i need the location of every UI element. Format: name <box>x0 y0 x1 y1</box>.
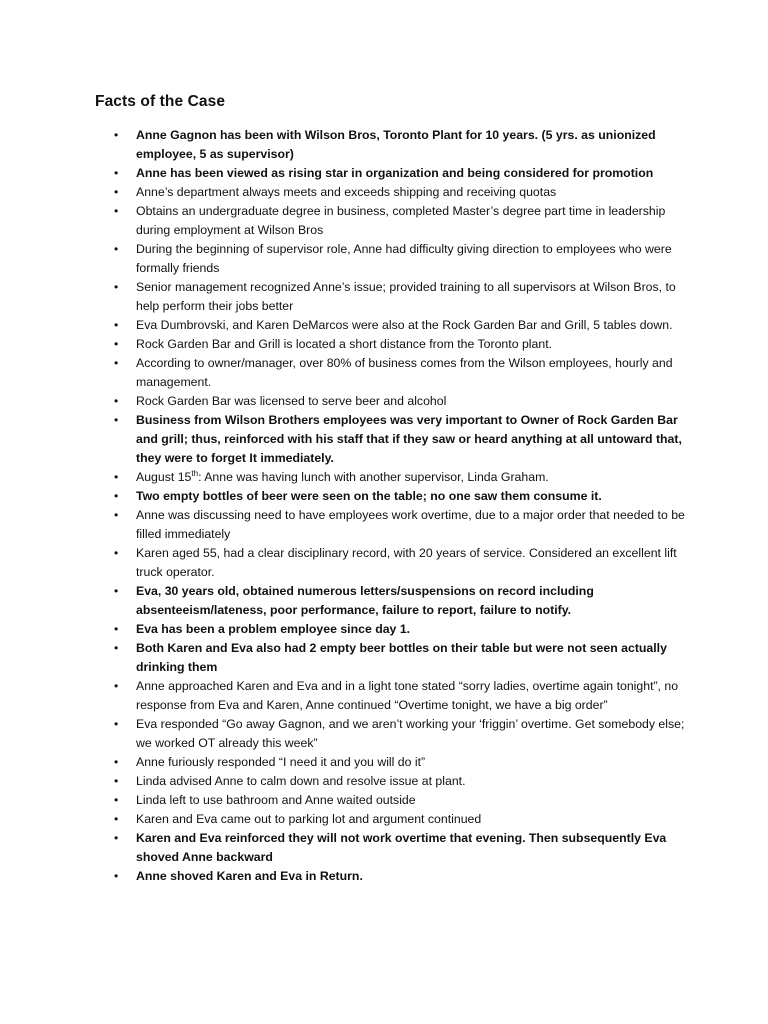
bullet-icon: • <box>114 793 119 807</box>
bullet-icon: • <box>114 166 119 180</box>
list-item-text: Both Karen and Eva also had 2 empty beer bottles on their table but were not seen actually drinking them <box>136 641 667 674</box>
list-item-text: Anne Gagnon has been with Wilson Bros, Toronto Plant for 10 years. (5 yrs. as unionized employee, 5 as supervisor) <box>136 128 656 161</box>
ordinal-suffix: th <box>191 468 199 478</box>
list-item <box>0 772 768 791</box>
list-item-text: Anne was discussing need to have employees work overtime, due to a major order that needed to be filled immediately <box>136 508 685 541</box>
facts-list <box>0 126 768 886</box>
list-item <box>0 468 768 487</box>
bullet-icon: • <box>114 546 119 560</box>
bullet-icon: • <box>114 812 119 826</box>
list-item-text: Two empty bottles of beer were seen on the table; no one saw them consume it. <box>136 489 602 503</box>
list-item-text: Anne shoved Karen and Eva in Return. <box>136 869 363 883</box>
bullet-icon: • <box>114 717 119 731</box>
list-item-text: Senior management recognized Anne’s issue; provided training to all supervisors at Wilson Bros, to help perform their jobs better <box>136 280 676 313</box>
bullet-icon: • <box>114 337 119 351</box>
list-item-text: Eva, 30 years old, obtained numerous letters/suspensions on record including absenteeism/lateness, poor performance, failure to report, failure to notify. <box>136 584 594 617</box>
list-item-text: Rock Garden Bar was licensed to serve beer and alcohol <box>136 394 447 408</box>
list-item <box>0 715 768 753</box>
list-item <box>0 392 768 411</box>
list-item <box>0 335 768 354</box>
bullet-icon: • <box>114 470 119 484</box>
list-item <box>0 316 768 335</box>
bullet-icon: • <box>114 204 119 218</box>
bullet-icon: • <box>114 755 119 769</box>
bullet-icon: • <box>114 242 119 256</box>
list-item <box>0 753 768 772</box>
list-item-text: Anne approached Karen and Eva and in a light tone stated “sorry ladies, overtime again tonight”, no response from Eva and Karen, Anne continued “Overtime tonight, we have a big order” <box>136 679 679 712</box>
list-item-text: Linda advised Anne to calm down and resolve issue at plant. <box>136 774 466 788</box>
bullet-icon: • <box>114 774 119 788</box>
list-item <box>0 506 768 544</box>
list-item <box>0 829 768 867</box>
list-item <box>0 240 768 278</box>
bullet-icon: • <box>114 831 119 845</box>
bullet-icon: • <box>114 869 119 883</box>
bullet-icon: • <box>114 318 119 332</box>
list-item-text: Business from Wilson Brothers employees was very important to Owner of Rock Garden Bar and grill; thus, reinforced with his staff that if they saw or heard anything at all untoward that, they were to forget It immediately. <box>136 413 682 465</box>
list-item <box>0 487 768 506</box>
list-item-text: Rock Garden Bar and Grill is located a short distance from the Toronto plant. <box>136 337 553 351</box>
list-item <box>0 677 768 715</box>
list-item <box>0 126 768 164</box>
list-item-text: Karen aged 55, had a clear disciplinary record, with 20 years of service. Considered an excellent lift truck operator. <box>136 546 677 579</box>
bullet-icon: • <box>114 280 119 294</box>
bullet-icon: • <box>114 394 119 408</box>
list-item-text: During the beginning of supervisor role, Anne had difficulty giving direction to employees who were formally friends <box>136 242 672 275</box>
list-item <box>0 582 768 620</box>
bullet-icon: • <box>114 185 119 199</box>
list-item <box>0 278 768 316</box>
bullet-icon: • <box>114 508 119 522</box>
list-item-text: Eva responded “Go away Gagnon, and we aren’t working your ‘friggin’ overtime. Get somebody else; we worked OT already this week” <box>136 717 685 750</box>
bullet-icon: • <box>114 584 119 598</box>
bullet-icon: • <box>114 128 119 142</box>
bullet-icon: • <box>114 622 119 636</box>
list-item <box>0 810 768 829</box>
list-item-text: : Anne was having lunch with another supervisor, Linda Graham. <box>198 470 549 484</box>
list-item-text: Karen and Eva came out to parking lot and argument continued <box>136 812 482 826</box>
list-item <box>0 164 768 183</box>
bullet-icon: • <box>114 679 119 693</box>
list-item <box>0 411 768 468</box>
page-title: Facts of the Case <box>95 93 226 110</box>
bullet-icon: • <box>114 413 119 427</box>
list-item-text: Karen and Eva reinforced they will not work overtime that evening. Then subsequently Eva shoved Anne backward <box>136 831 667 864</box>
list-item-text: Anne’s department always meets and exceeds shipping and receiving quotas <box>136 185 557 199</box>
list-item <box>0 202 768 240</box>
list-item <box>0 354 768 392</box>
bullet-icon: • <box>114 641 119 655</box>
list-item-text: Anne has been viewed as rising star in organization and being considered for promotion <box>136 166 654 180</box>
list-item-text: Eva has been a problem employee since day 1. <box>136 622 411 636</box>
list-item <box>0 183 768 202</box>
list-item-text: According to owner/manager, over 80% of business comes from the Wilson employees, hourly and management. <box>136 356 673 389</box>
bullet-icon: • <box>114 356 119 370</box>
list-item <box>0 791 768 810</box>
list-item-text: Linda left to use bathroom and Anne waited outside <box>136 793 416 807</box>
list-item <box>0 620 768 639</box>
list-item <box>0 867 768 886</box>
list-item-text: Eva Dumbrovski, and Karen DeMarcos were also at the Rock Garden Bar and Grill, 5 tables down. <box>136 318 673 332</box>
list-item <box>0 639 768 677</box>
bullet-icon: • <box>114 489 119 503</box>
list-item <box>0 544 768 582</box>
list-item-text: Anne furiously responded “I need it and you will do it” <box>136 755 426 769</box>
list-item-text-start: August 15 <box>136 470 192 484</box>
list-item-text: Obtains an undergraduate degree in business, completed Master’s degree part time in leadership during employment at Wilson Bros <box>136 204 666 237</box>
